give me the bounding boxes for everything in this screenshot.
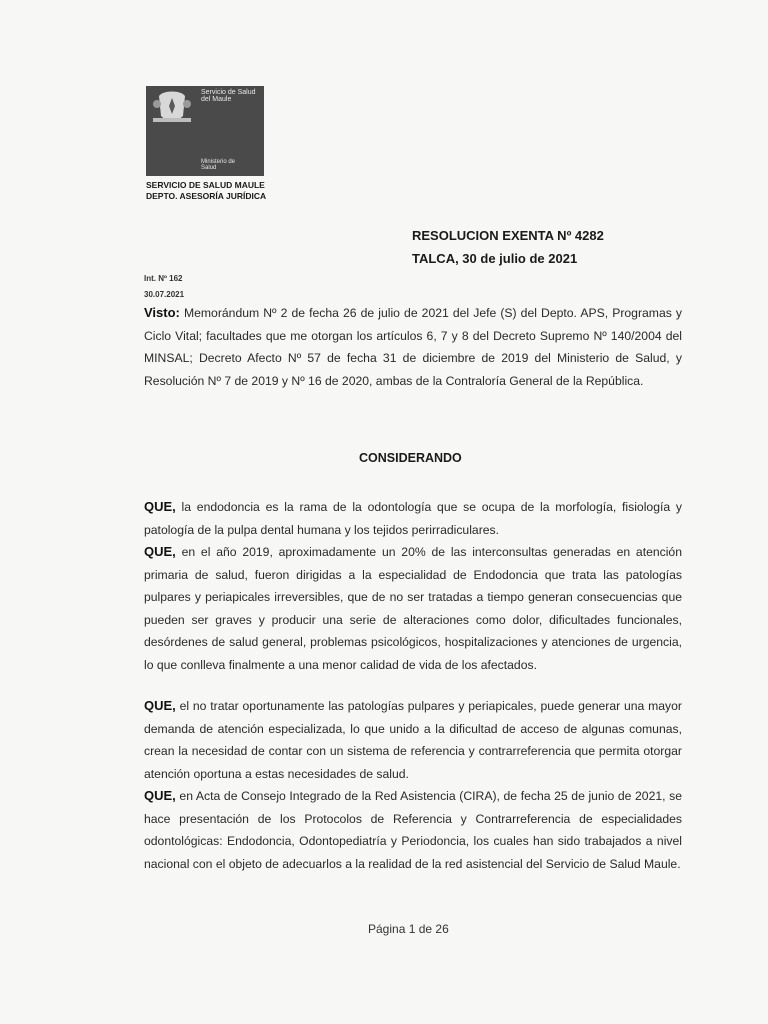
considerando-label: QUE, — [144, 788, 176, 803]
considerando-2 — [144, 541, 682, 676]
logo-org-line1: Servicio de Salud — [201, 89, 256, 96]
logo-org-line2: del Maule — [201, 96, 232, 103]
considerando-1 — [144, 496, 682, 541]
considerando-label: QUE, — [144, 544, 176, 559]
considerando-3 — [144, 695, 682, 785]
considerando-text: en Acta de Consejo Integrado de la Red Asistencia (CIRA), de fecha 25 de junio de 2021, se hace presentación de los Protocolos de Referencia y Contrarreferencia de especialidades odontológicas: Endodoncia, Odontopediatría y Periodoncia, los cuales han sido trabajados a nivel nacional con el objeto de adecuarlos a la realidad de la red asistencial del Servicio de Salud Maule. — [144, 789, 682, 871]
logo-org-name — [201, 89, 261, 103]
visto-label: Visto: — [144, 305, 180, 320]
logo-ministry-line1: Ministerio de — [201, 159, 236, 165]
considerando-label: QUE, — [144, 499, 176, 514]
considerando-4 — [144, 785, 682, 875]
considerando-text: en el año 2019, aproximadamente un 20% de las interconsultas generadas en atención primaria de salud, fueron dirigidas a la especialidad de Endodoncia que trata las patologías pulpares y periapicales irreversibles, que de no ser tratadas a tiempo generan consecuencias que pueden ser graves y producir una serie de alteraciones como dolor, dificultades funcionales, desórdenes de salud general, problemas psicológicos, hospitalizaciones y atenciones de urgencia, lo que conlleva finalmente a una menor calidad de vida de los afectados. — [144, 545, 682, 672]
issuer-line1: SERVICIO DE SALUD MAULE — [146, 180, 265, 190]
internal-date: 30.07.2021 — [144, 290, 185, 299]
resolution-number: RESOLUCION EXENTA Nº 4282 — [412, 228, 604, 243]
logo-ministry — [201, 159, 261, 171]
issuer-line2: DEPTO. ASESORÍA JURÍDICA — [146, 191, 267, 201]
coat-of-arms-icon — [149, 88, 195, 124]
logo-ministry-line2: Salud — [201, 165, 217, 171]
visto-text: Memorándum Nº 2 de fecha 26 de julio de 2021 del Jefe (S) del Depto. APS, Programas y Ciclo Vital; facultades que me otorgan los artículos 6, 7 y 8 del Decreto Supremo Nº 140/2004 del MINSAL; Decreto Afecto Nº 57 de fecha 31 de diciembre de 2019 del Ministerio de Salud, y Resolución Nº 7 de 2019 y Nº 16 de 2020, ambas de la Contraloría General de la República. — [144, 306, 682, 388]
place-date: TALCA, 30 de julio de 2021 — [412, 251, 578, 266]
page-number: Página 1 de 26 — [368, 922, 449, 936]
section-title: CONSIDERANDO — [359, 451, 462, 465]
institution-logo — [146, 86, 264, 176]
considerando-label: QUE, — [144, 698, 176, 713]
considerando-text: la endodoncia es la rama de la odontología que se ocupa de la morfología, fisiología y patología de la pulpa dental humana y los tejidos perirradiculares. — [144, 500, 682, 537]
considerando-text: el no tratar oportunamente las patologías pulpares y periapicales, puede generar una mayor demanda de atención especializada, lo que unido a la dificultad de acceso de algunas comunas, crean la necesidad de contar con un sistema de referencia y contrarreferencia que permita otorgar atención oportuna a estas necesidades de salud. — [144, 699, 682, 781]
internal-number: Int. Nº 162 — [144, 274, 183, 283]
issuer-block — [146, 180, 266, 202]
visto-paragraph — [144, 302, 682, 392]
